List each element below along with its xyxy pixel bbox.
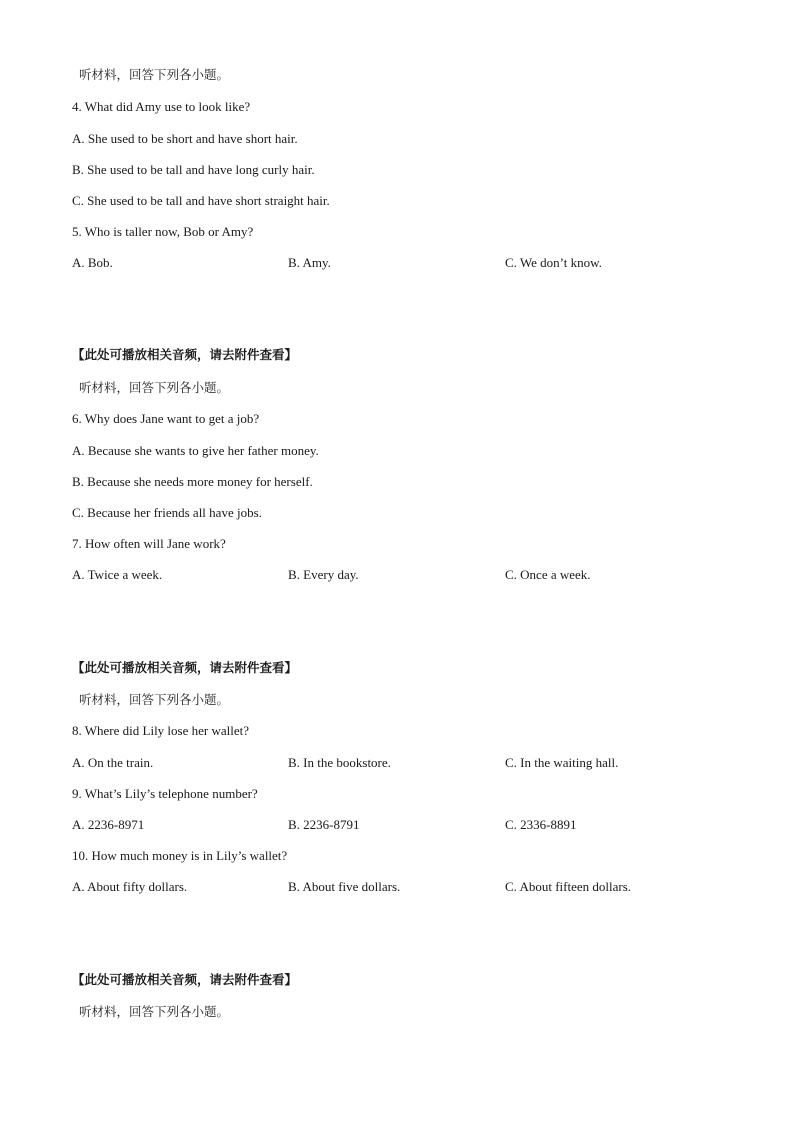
question-9-option-a: A. 2236-8971: [72, 817, 145, 832]
section4-audio-note: 【此处可播放相关音频，请去附件查看】: [72, 972, 298, 987]
question-6-option-a: A. Because she wants to give her father money.: [72, 443, 319, 458]
section1-instruction: 听材料，回答下列各小题。: [79, 67, 230, 82]
question-5: 5. Who is taller now, Bob or Amy?: [72, 224, 254, 239]
question-6: 6. Why does Jane want to get a job?: [72, 411, 260, 426]
question-9-option-b: B. 2236-8791: [288, 817, 360, 832]
question-9: 9. What’s Lily’s telephone number?: [72, 786, 258, 801]
question-7-option-b: B. Every day.: [288, 567, 359, 582]
question-5-option-b: B. Amy.: [288, 255, 331, 270]
question-7-option-a: A. Twice a week.: [72, 567, 163, 582]
section2-instruction: 听材料，回答下列各小题。: [79, 380, 230, 395]
question-9-option-c: C. 2336-8891: [505, 817, 577, 832]
question-6-option-b: B. Because she needs more money for herself.: [72, 474, 313, 489]
question-10: 10. How much money is in Lily’s wallet?: [72, 848, 288, 863]
question-7-option-c: C. Once a week.: [505, 567, 591, 582]
question-10-option-b: B. About five dollars.: [288, 879, 401, 894]
section3-instruction: 听材料，回答下列各小题。: [79, 692, 230, 707]
question-4-option-c: C. She used to be tall and have short straight hair.: [72, 193, 330, 208]
section2-audio-note: 【此处可播放相关音频，请去附件查看】: [72, 347, 298, 362]
question-5-option-a: A. Bob.: [72, 255, 113, 270]
question-8: 8. Where did Lily lose her wallet?: [72, 723, 250, 738]
question-4-option-b: B. She used to be tall and have long curly hair.: [72, 162, 315, 177]
section3-audio-note: 【此处可播放相关音频，请去附件查看】: [72, 660, 298, 675]
question-8-option-c: C. In the waiting hall.: [505, 755, 619, 770]
question-8-option-b: B. In the bookstore.: [288, 755, 391, 770]
question-6-option-c: C. Because her friends all have jobs.: [72, 505, 262, 520]
question-7: 7. How often will Jane work?: [72, 536, 226, 551]
question-4-option-a: A. She used to be short and have short hair.: [72, 131, 298, 146]
question-10-option-c: C. About fifteen dollars.: [505, 879, 632, 894]
question-4: 4. What did Amy use to look like?: [72, 99, 251, 114]
question-8-option-a: A. On the train.: [72, 755, 154, 770]
question-10-option-a: A. About fifty dollars.: [72, 879, 188, 894]
question-5-option-c: C. We don’t know.: [505, 255, 602, 270]
section4-instruction: 听材料，回答下列各小题。: [79, 1004, 230, 1019]
